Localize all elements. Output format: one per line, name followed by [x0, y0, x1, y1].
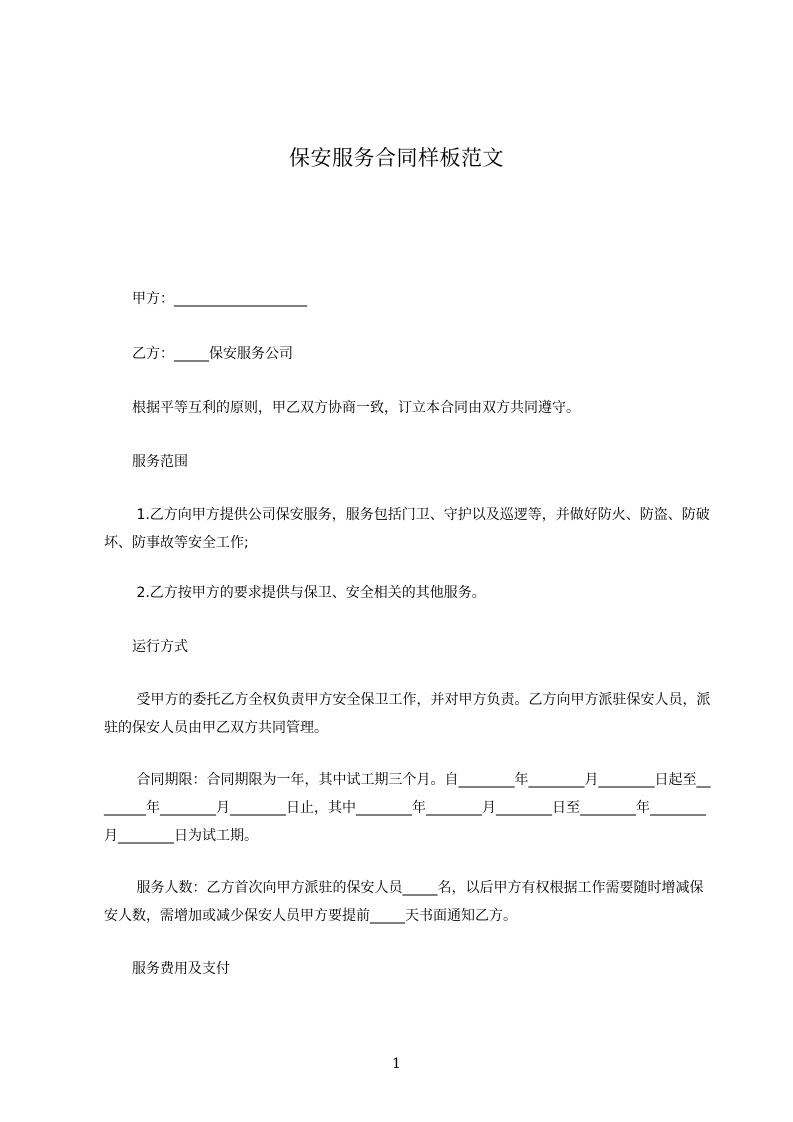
service-scope-item-1: 1.乙方向甲方提供公司保安服务，服务包括门卫、守护以及巡逻等，并做好防火、防盗、防破坏、防事故等安全工作;	[104, 507, 710, 551]
party-b-line: 乙方：_____保安服务公司	[104, 346, 293, 362]
section-heading-fees: 服务费用及支付	[104, 961, 230, 977]
preamble-paragraph: 根据平等互利的原则，甲乙双方协商一致，订立本合同由双方共同遵守。	[104, 400, 580, 416]
operation-paragraph: 受甲方的委托乙方全权负责甲方安全保卫工作，并对甲方负责。乙方向甲方派驻保安人员，派驻的保安人员由甲乙双方共同管理。	[104, 692, 711, 736]
party-a-line: 甲方：___________________	[104, 291, 307, 307]
staffing-paragraph: 服务人数：乙方首次向甲方派驻的保安人员_____名，以后甲方有权根据工作需要随时增减保安人数，需增加或减少保安人员甲方要提前_____天书面通知乙方。	[104, 880, 704, 924]
section-heading-operation: 运行方式	[104, 639, 188, 655]
document-title: 保安服务合同样板范文	[289, 146, 504, 170]
page-number: 1	[392, 1056, 401, 1072]
service-scope-item-2: 2.乙方按甲方的要求提供与保卫、安全相关的其他服务。	[104, 585, 486, 601]
section-heading-service-scope: 服务范围	[104, 454, 188, 470]
contract-term-paragraph: 合同期限：合同期限为一年，其中试工期三个月。自________年________月________日起至________年________月________日止，其中________年________月________日至________年________月________日为试工期。	[104, 772, 711, 844]
